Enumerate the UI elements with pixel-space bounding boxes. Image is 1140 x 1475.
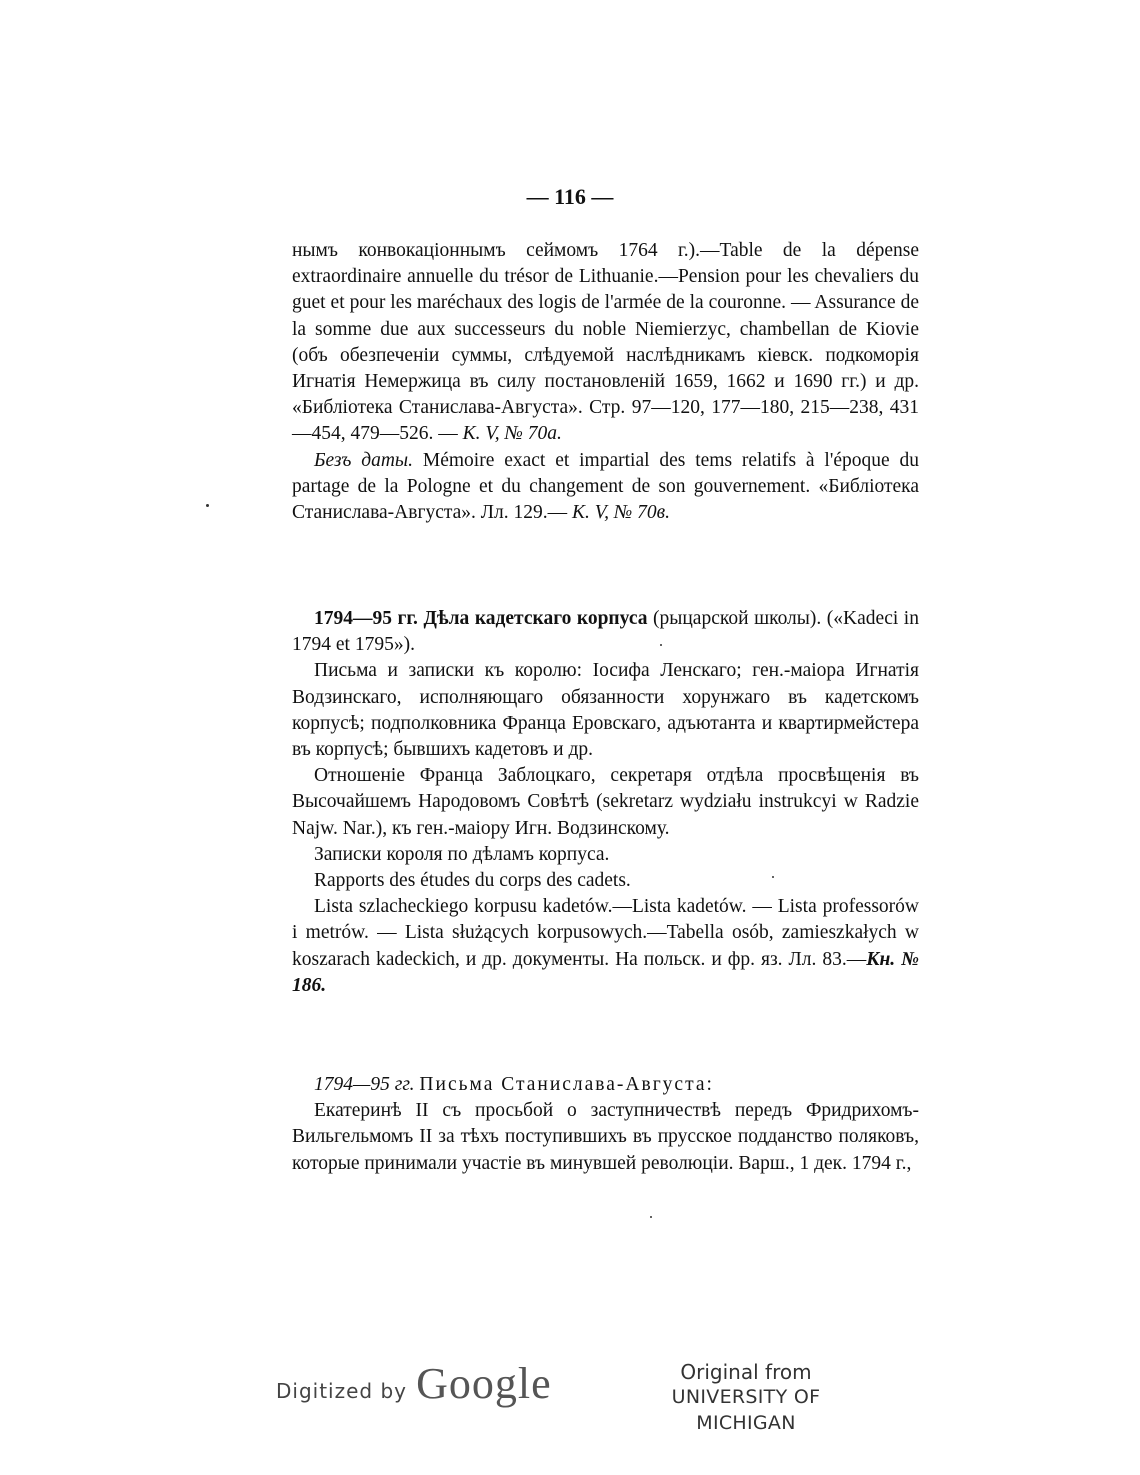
paragraph-1-reference: К. V, № 70а. [462,423,562,445]
section-3-heading-title: Письма Станислава-Августа: [419,1074,714,1095]
section-2-paragraph-5-reference: Кн. № 186. [292,948,919,996]
section-2-paragraph-1: Письма и записки къ королю: Іосифа Ленскаго; ген.-маіора Игнатія Водзинскаго, исполняющаго обязанности хорунжаго въ кадетскомъ корпусѣ; подполковника Франца Еровскаго, адъютанта и квартирмейстера въ корпусѣ; бывшихъ кадетовъ и др. [292,660,919,761]
scan-speck [206,504,209,507]
paragraph-2-text: Mémoire exact et impartial des tems relatifs à l'époque du partage de la Pologne et du changement de son gouvernement. «Библіотека Станислава-Августа». Лл. 129.— [292,449,920,524]
section-2-heading-bold: 1794—95 гг. Дѣла кадетскаго корпуса [314,608,648,629]
page-number: — 116 — [526,184,614,209]
digitized-by-label: Digitized by [276,1379,407,1403]
section-2-paragraph-5-text: Lista szlacheckiego korpusu kadetów.—Lista kadetów. — Lista professorów i metrów. — Lista służących korpusowych.—Tabella osób, zamieszkałych w koszarach kadeckich, и др. документы. На польск. и фр. яз. Лл. 83.— [292,896,919,970]
section-2-paragraph-2: Отношеніе Франца Заблоцкаго, секретаря отдѣла просвѣщенія въ Высочайшемъ Народовомъ Совѣтѣ (sekretarz wydziału instrukcyi w Radzie Najw. Nar.), къ ген.-маіору Игн. Водзинскому. [292,765,919,839]
paragraph-2-reference: К. V, № 70в. [572,502,670,524]
section-2-paragraph-4: Rapports des études du corps des cadets. [314,870,631,892]
digitized-by-watermark [276,1358,552,1409]
section-2-paragraph-3: Записки короля по дѣламъ корпуса. [314,843,610,865]
paragraph-2 [292,448,919,527]
scan-speck [650,1216,652,1218]
section-3-paragraph-1: Екатеринѣ II съ просьбой о заступничествѣ передъ Фридрихомъ-Вильгельмомъ II за тѣхъ поступившихъ въ прусское подданство поляковъ, которые принимали участіе въ минувшей революціи. Варш., 1 дек. 1794 г., [292,1100,919,1174]
scan-speck [660,644,662,646]
section-3-heading-date: 1794—95 гг. [314,1074,415,1095]
section-2 [292,606,919,999]
scan-speck [772,876,774,878]
section-3-heading [292,1072,919,1098]
section-1 [292,238,919,526]
section-3 [292,1072,919,1177]
section-2-heading [292,606,919,658]
google-logo: Google [416,1359,552,1408]
section-2-paragraph-5 [292,894,919,999]
paragraph-2-lead: Безъ даты. [314,449,414,471]
paragraph-1-text: нымъ конвокаціоннымъ сеймомъ 1764 г.).—Table de la dépense extraordinaire annuelle du trésor de Lithuanie.—Pension pour les chevaliers du guet et pour les maréchaux des logis de l'armée de la couronne. — Assurance de la somme due aux successeurs du noble Niemierzyc, chambellan de Kiovie (объ обезпеченіи суммы, слѣдуемой наслѣдникамъ кіевск. подкоморія Игнатія Немержица въ силу постановленій 1659, 1662 и 1690 гг.) и др. «Библіотека Станислава-Августа». Стр. 97—120, 177—180, 215—238, 431—454, 479—526. — [292,240,919,445]
section-2-heading-rest: (рыцарской школы). («Kadeci in 1794 et 1795»). [292,608,919,656]
paragraph-1 [292,238,919,448]
original-from-watermark [626,1360,866,1436]
original-from-label: Original from [680,1360,812,1384]
university-label: UNIVERSITY OF MICHIGAN [671,1386,821,1434]
